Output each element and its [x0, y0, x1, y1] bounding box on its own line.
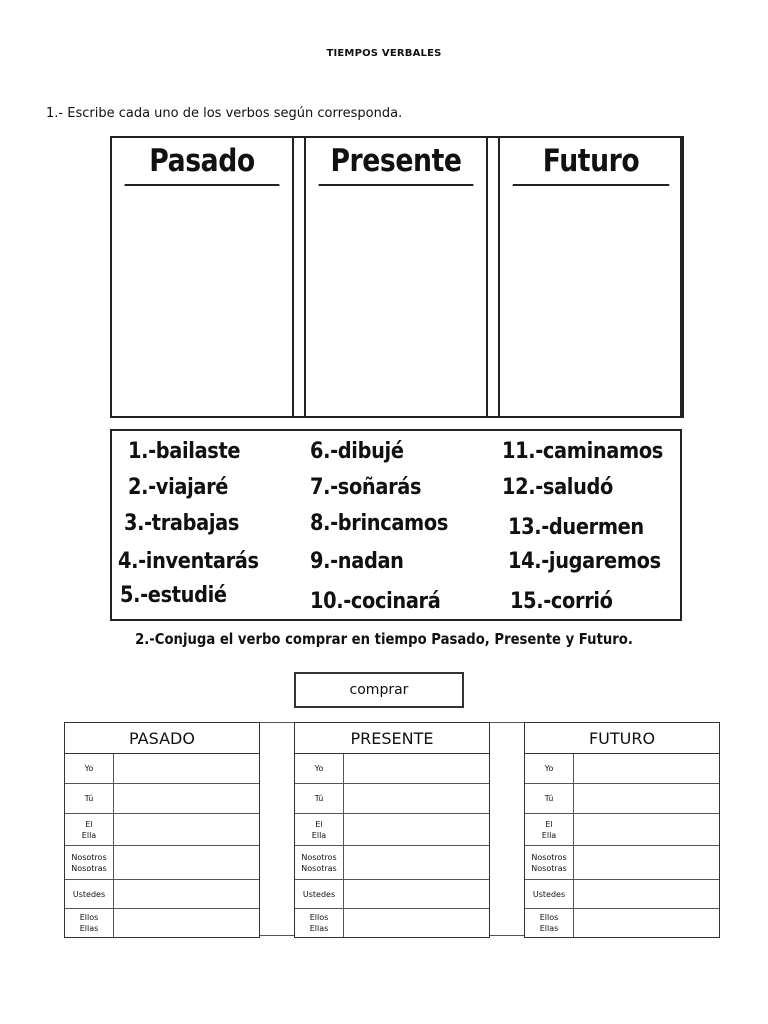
- table-row: [65, 784, 259, 814]
- answer-cell: [344, 909, 489, 937]
- verb-item: 14.-jugaremos: [508, 549, 661, 574]
- pronoun: Ellos: [309, 913, 329, 922]
- answer-cell: [344, 784, 489, 813]
- answer-cell: [344, 846, 489, 879]
- pronoun-cell: [525, 784, 574, 813]
- verb-item: 12.-saludó: [502, 475, 613, 500]
- verb-item: 2.-viajaré: [128, 475, 229, 500]
- pronoun: Nosotras: [301, 863, 337, 873]
- verb-item: 10.-cocinará: [310, 589, 441, 614]
- pronoun-cell: [525, 880, 574, 908]
- answer-cell: [574, 754, 719, 783]
- verb-item: 15.-corrió: [510, 589, 613, 614]
- table-gap-lines: [260, 722, 294, 936]
- column-presente: [304, 136, 488, 418]
- table-row: [65, 880, 259, 909]
- pronoun: Ella: [81, 830, 97, 840]
- table-row: [65, 814, 259, 846]
- answer-cell: [114, 909, 259, 937]
- table-row: [525, 909, 719, 937]
- conjugation-table-presente: [294, 722, 490, 938]
- verb-to-conjugate: comprar: [349, 682, 409, 698]
- answer-cell: [574, 880, 719, 908]
- verb-item: 5.-estudié: [120, 583, 227, 608]
- pronoun-cell: [65, 754, 114, 783]
- pronoun-cell: [65, 880, 114, 908]
- table-gap-lines: [490, 722, 524, 936]
- worksheet-title: TIEMPOS VERBALES: [326, 48, 442, 59]
- pronoun-cell: [525, 909, 574, 937]
- pronoun: Ustedes: [72, 889, 106, 899]
- column-header-pasado: Pasado: [125, 138, 280, 186]
- verb-item: 11.-caminamos: [502, 439, 663, 464]
- pronoun: Ustedes: [532, 889, 566, 899]
- pronoun: Ustedes: [302, 889, 336, 899]
- answer-cell: [574, 909, 719, 937]
- pronoun: Yo: [314, 764, 324, 773]
- table-header: FUTURO: [525, 723, 719, 754]
- verb-item: 13.-duermen: [508, 515, 644, 540]
- table-row: [525, 784, 719, 814]
- instruction-1: 1.- Escribe cada uno de los verbos según corresponda.: [46, 106, 403, 121]
- pronoun-cell: [525, 846, 574, 879]
- pronoun-cell: [65, 784, 114, 813]
- pronoun: Ella: [541, 830, 557, 840]
- conjugation-table-futuro: [524, 722, 720, 938]
- column-futuro: [498, 136, 684, 418]
- answer-cell: [114, 846, 259, 879]
- answer-cell: [114, 754, 259, 783]
- verb-list-box: [110, 429, 682, 621]
- answer-cell: [114, 814, 259, 845]
- pronoun-cell: [295, 909, 344, 937]
- pronoun-cell: [65, 909, 114, 937]
- table-row: [295, 754, 489, 784]
- pronoun: Tú: [84, 794, 94, 803]
- table-header: PRESENTE: [295, 723, 489, 754]
- pronoun-cell: [295, 784, 344, 813]
- pronoun: Nosotros: [531, 852, 567, 862]
- pronoun: Ellas: [309, 924, 329, 933]
- answer-cell: [114, 880, 259, 908]
- pronoun: Ellas: [79, 924, 99, 933]
- pronoun: Ella: [311, 830, 327, 840]
- pronoun: Yo: [544, 764, 554, 773]
- pronoun-cell: [295, 754, 344, 783]
- table-row: [65, 846, 259, 880]
- table-header: PASADO: [65, 723, 259, 754]
- pronoun: Tú: [544, 794, 554, 803]
- verb-item: 8.-brincamos: [310, 511, 449, 536]
- table-row: [525, 846, 719, 880]
- pronoun: Nosotras: [71, 863, 107, 873]
- pronoun: El: [315, 819, 323, 829]
- column-pasado: [110, 136, 294, 418]
- pronoun: Ellas: [539, 924, 559, 933]
- table-row: [65, 909, 259, 937]
- answer-cell: [574, 784, 719, 813]
- conjugation-table-pasado: [64, 722, 260, 938]
- pronoun: El: [85, 819, 93, 829]
- pronoun-cell: [525, 814, 574, 845]
- table-row: [65, 754, 259, 784]
- table-row: [525, 880, 719, 909]
- pronoun-cell: [295, 814, 344, 845]
- answer-cell: [574, 814, 719, 845]
- table-row: [525, 814, 719, 846]
- pronoun-cell: [65, 814, 114, 845]
- pronoun-cell: [525, 754, 574, 783]
- pronoun: Ellos: [79, 913, 99, 922]
- table-row: [295, 846, 489, 880]
- instruction-2: 2.-Conjuga el verbo comprar en tiempo Pasado, Presente y Futuro.: [135, 630, 633, 648]
- verb-item: 1.-bailaste: [128, 439, 241, 464]
- table-row: [295, 814, 489, 846]
- answer-cell: [344, 814, 489, 845]
- pronoun: Yo: [84, 764, 94, 773]
- verb-item: 4.-inventarás: [118, 549, 259, 574]
- verb-item: 7.-soñarás: [310, 475, 422, 500]
- column-header-futuro: Futuro: [513, 138, 670, 186]
- verb-item: 3.-trabajas: [124, 511, 240, 536]
- answer-cell: [344, 754, 489, 783]
- table-row: [295, 784, 489, 814]
- verb-item: 9.-nadan: [310, 549, 404, 574]
- pronoun: Tú: [314, 794, 324, 803]
- pronoun-cell: [65, 846, 114, 879]
- pronoun: Nosotros: [301, 852, 337, 862]
- pronoun: El: [545, 819, 553, 829]
- answer-cell: [114, 784, 259, 813]
- answer-cell: [344, 880, 489, 908]
- table-row: [295, 909, 489, 937]
- column-header-presente: Presente: [319, 138, 474, 186]
- table-row: [295, 880, 489, 909]
- pronoun: Nosotras: [531, 863, 567, 873]
- sorting-table: [110, 136, 682, 418]
- verb-item: 6.-dibujé: [310, 439, 404, 464]
- pronoun-cell: [295, 846, 344, 879]
- answer-cell: [574, 846, 719, 879]
- verb-to-conjugate-box: [294, 672, 464, 708]
- pronoun-cell: [295, 880, 344, 908]
- table-row: [525, 754, 719, 784]
- pronoun: Ellos: [539, 913, 559, 922]
- pronoun: Nosotros: [71, 852, 107, 862]
